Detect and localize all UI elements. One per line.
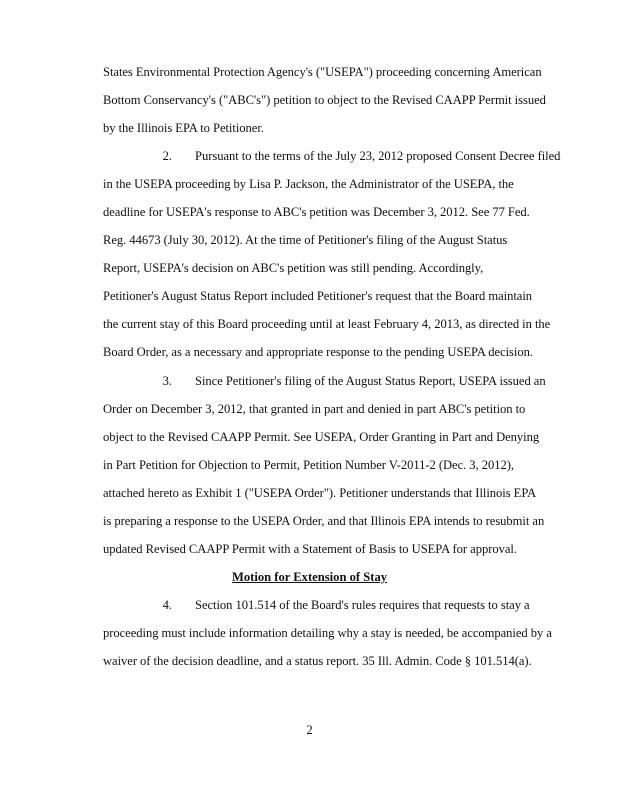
text-line: proceeding must include information detailing why a stay is needed, be accompanied by a <box>103 626 552 640</box>
text-line: Section 101.514 of the Board's rules requires that requests to stay a <box>195 598 530 612</box>
section-heading: Motion for Extension of Stay <box>231 570 388 584</box>
text-line: Pursuant to the terms of the July 23, 2012 proposed Consent Decree filed <box>195 149 561 163</box>
text-line: Order on December 3, 2012, that granted in part and denied in part ABC's petition to <box>103 402 526 416</box>
text-line: Report, USEPA's decision on ABC's petition was still pending. Accordingly, <box>103 261 484 275</box>
text-line: the current stay of this Board proceeding until at least February 4, 2013, as directed in the <box>103 317 551 331</box>
text-line: Board Order, as a necessary and appropriate response to the pending USEPA decision. <box>103 345 533 359</box>
text-line: deadline for USEPA's response to ABC's petition was December 3, 2012. See 77 Fed. <box>103 205 530 219</box>
text-line: Reg. 44673 (July 30, 2012). At the time of Petitioner's filing of the August Status <box>103 233 508 247</box>
text-line: waiver of the decision deadline, and a status report. 35 Ill. Admin. Code § 101.514(a). <box>103 654 532 668</box>
paragraph-4-first-line <box>103 597 530 613</box>
page-number: 2 <box>306 723 313 737</box>
paragraph-3-first-line <box>103 373 546 389</box>
text-line: Since Petitioner's filing of the August Status Report, USEPA issued an <box>195 374 546 388</box>
paragraph-number: 3. <box>162 374 172 388</box>
text-line: object to the Revised CAAPP Permit. See USEPA, Order Granting in Part and Denying <box>103 430 540 444</box>
text-line: Bottom Conservancy's ("ABC's") petition to object to the Revised CAAPP Permit issued <box>103 93 546 107</box>
text-line: updated Revised CAAPP Permit with a Statement of Basis to USEPA for approval. <box>103 542 517 556</box>
text-line: attached hereto as Exhibit 1 ("USEPA Order"). Petitioner understands that Illinois EPA <box>103 486 537 500</box>
text-line: is preparing a response to the USEPA Order, and that Illinois EPA intends to resubmit an <box>103 514 545 528</box>
text-line: States Environmental Protection Agency's ("USEPA") proceeding concerning American <box>103 65 542 79</box>
paragraph-2-first-line <box>103 148 560 164</box>
text-line: Petitioner's August Status Report included Petitioner's request that the Board maintain <box>103 289 533 303</box>
paragraph-number: 2. <box>162 149 172 163</box>
text-line: in the USEPA proceeding by Lisa P. Jackson, the Administrator of the USEPA, the <box>103 177 514 191</box>
text-line: in Part Petition for Objection to Permit, Petition Number V-2011-2 (Dec. 3, 2012), <box>103 458 514 472</box>
paragraph-number: 4. <box>162 598 172 612</box>
text-line: by the Illinois EPA to Petitioner. <box>103 121 264 135</box>
